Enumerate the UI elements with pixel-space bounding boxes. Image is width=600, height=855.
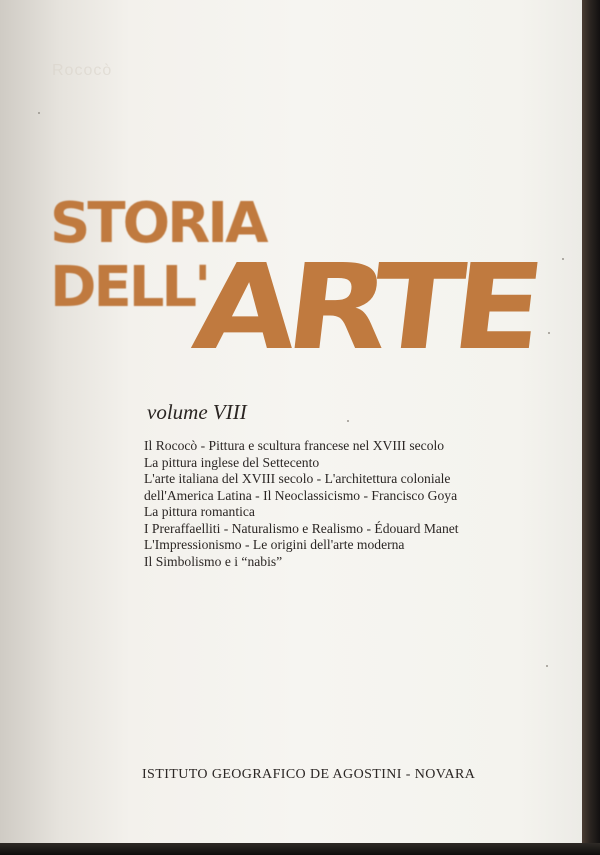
- contents-line: La pittura inglese del Settecento: [144, 454, 320, 470]
- title-arte: ARTE: [186, 238, 542, 376]
- contents-line: I Preraffaelliti - Naturalismo e Realismo - Édouard Manet: [144, 520, 459, 536]
- title-storia: STORIA: [50, 191, 266, 256]
- show-through-text: Rococò: [52, 62, 113, 79]
- paper-speck: [546, 665, 548, 667]
- paper-speck: [548, 332, 550, 334]
- contents-line: La pittura romantica: [144, 504, 255, 519]
- contents-line: L'Impressionismo - Le origini dell'arte moderna: [144, 537, 405, 552]
- paper-speck: [38, 112, 40, 114]
- title-dell: DELL': [50, 255, 209, 320]
- book-edge-bottom: [0, 843, 600, 855]
- book-title: [50, 191, 542, 376]
- publisher-imprint: ISTITUTO GEOGRAFICO DE AGOSTINI - NOVARA: [142, 767, 476, 782]
- contents-list: [144, 438, 459, 570]
- contents-line: dell'America Latina - Il Neoclassicismo - Francisco Goya: [144, 487, 458, 503]
- contents-line: Il Rococò - Pittura e scultura francese nel XVIII secolo: [144, 438, 445, 453]
- paper-speck: [347, 420, 349, 422]
- contents-line: Il Simbolismo e i “nabis”: [144, 553, 283, 569]
- paper-speck: [562, 258, 564, 260]
- book-edge-right: [582, 0, 600, 855]
- contents-line: L'arte italiana del XVIII secolo - L'architettura coloniale: [144, 471, 451, 486]
- volume-number: volume VIII: [147, 400, 247, 424]
